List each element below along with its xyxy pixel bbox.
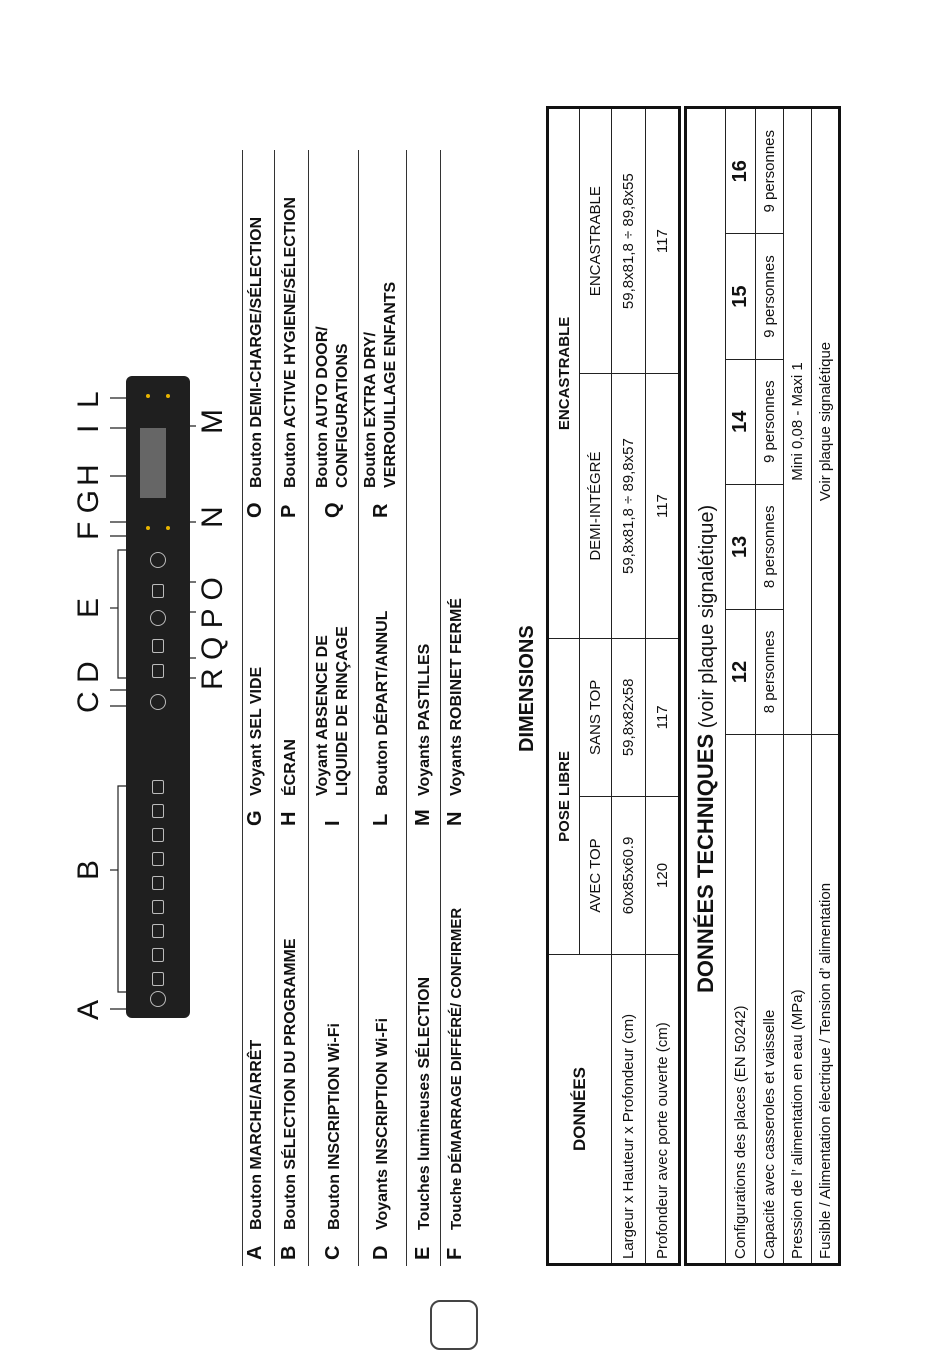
row-label: Capacité avec casseroles et vaisselle (756, 735, 784, 1265)
col-header: SANS TOP (580, 638, 612, 796)
callout-e: E (72, 597, 105, 618)
col-header: ENCASTRABLE (580, 108, 612, 374)
program-icon-6[interactable] (152, 852, 164, 866)
legend-text-line2: VERROUILLAGE ENFANTS (382, 281, 399, 488)
rinse-aid-indicator-icon (146, 394, 150, 398)
legend-key: B (278, 1245, 300, 1260)
row-label: Largeur x Hauteur x Profondeur (cm) (612, 955, 646, 1265)
divider (242, 150, 243, 1266)
col-header: 12 (726, 609, 756, 734)
callout-n: N (196, 506, 229, 528)
legend-key: I (322, 820, 344, 826)
tech-title-sub: (voir plaque signalétique) (696, 504, 718, 734)
legend-text: Bouton EXTRA DRY/ (362, 331, 379, 488)
divider (406, 150, 407, 1266)
cell: 8 personnes (756, 484, 784, 609)
tap-closed-indicator-icon (166, 526, 170, 530)
cell: 59,8x81,8 ÷ 89,8x57 (612, 374, 646, 638)
legend-key: G (244, 810, 266, 826)
legend-text-line2: CONFIGURATIONS (334, 343, 351, 488)
legend-text: Touche DÉMARRAGE DIFFÉRÉ/ CONFIRMER (448, 907, 465, 1230)
salt-indicator-icon (146, 526, 150, 530)
cell: 9 personnes (756, 108, 784, 235)
divider (308, 150, 309, 1266)
col-header: DEMI-INTÉGRÉ (580, 374, 612, 638)
tech-title-cell (686, 108, 726, 1265)
cell: 59,8x81,8 ÷ 89,8x55 (612, 108, 646, 374)
legend-text-line2: LIQUIDE DE RINÇAGE (334, 626, 351, 796)
wifi-icon[interactable] (150, 694, 166, 710)
col-header: 14 (726, 359, 756, 484)
dimensions-title: DIMENSIONS (516, 625, 538, 752)
callout-a: A (72, 999, 105, 1020)
cell: 8 personnes (756, 609, 784, 734)
table-row (812, 108, 840, 1265)
callout-l: L (72, 391, 105, 408)
divider (358, 150, 359, 1266)
program-icon-7[interactable] (152, 828, 164, 842)
legend-text: Bouton DEMI-CHARGE/SÉLECTION (248, 216, 265, 488)
legend-key: P (278, 504, 300, 518)
half-load-icon[interactable] (152, 584, 164, 598)
control-panel (126, 376, 190, 1018)
legend-text: Bouton ACTIVE HYGIENE/SÉLECTION (282, 197, 299, 488)
program-icon-1[interactable] (152, 972, 164, 986)
callout-h: H (72, 464, 105, 486)
program-icon-5[interactable] (152, 876, 164, 890)
legend-text: Voyant ABSENCE DE (314, 635, 331, 796)
cell: 120 (646, 796, 680, 954)
cell: 117 (646, 374, 680, 638)
table-row (646, 108, 680, 1265)
cell: 117 (646, 638, 680, 796)
legend-text: Voyants PASTILLES (416, 643, 433, 796)
divider (440, 150, 441, 1266)
dimensions-table (546, 106, 681, 1266)
legend-text: Voyants ROBINET FERMÉ (448, 598, 465, 796)
encastrable-header: ENCASTRABLE (548, 108, 580, 639)
legend-text: Bouton DÉPART/ANNUL (374, 610, 391, 796)
divider (274, 150, 275, 1266)
legend-key: D (370, 1245, 392, 1260)
cell: Mini 0,08 - Maxi 1 (784, 108, 812, 735)
legend-key: C (322, 1245, 344, 1260)
extra-dry-icon[interactable] (152, 664, 164, 678)
table-row (726, 108, 756, 1265)
legend-text: Bouton MARCHE/ARRÊT (248, 1039, 265, 1230)
cell: 59,8x82x58 (612, 638, 646, 796)
legend-text: Voyant SEL VIDE (248, 666, 265, 796)
row-label: Profondeur avec porte ouverte (cm) (646, 955, 680, 1265)
callout-b: B (72, 859, 105, 880)
legend-key: R (370, 503, 392, 518)
legend-text: Bouton AUTO DOOR/ (314, 326, 331, 488)
display-screen (140, 428, 166, 498)
legend-key: F (444, 1247, 466, 1260)
page-number-box (430, 1300, 478, 1350)
cell: 60x85x60.9 (612, 796, 646, 954)
pose-libre-header: POSE LIBRE (548, 638, 580, 954)
hygiene-icon[interactable] (150, 610, 166, 626)
cell: Voir plaque signalétique (812, 108, 840, 735)
col-header: AVEC TOP (580, 796, 612, 954)
program-icon-9[interactable] (152, 780, 164, 794)
table-row (756, 108, 784, 1265)
power-icon[interactable] (150, 991, 166, 1007)
cell: 9 personnes (756, 359, 784, 484)
col-header: 13 (726, 484, 756, 609)
row-label: Configurations des places (EN 50242) (726, 735, 756, 1265)
legend-key: L (370, 813, 392, 826)
auto-door-icon[interactable] (152, 639, 164, 653)
program-icon-4[interactable] (152, 900, 164, 914)
tech-table (684, 106, 841, 1266)
callout-fg: F G (72, 490, 105, 540)
cell: 117 (646, 108, 680, 374)
legend-key: O (244, 502, 266, 518)
callout-i: I (72, 424, 105, 433)
donnees-header: DONNÉES (548, 955, 612, 1265)
legend-key: A (244, 1245, 266, 1260)
program-icon-2[interactable] (152, 948, 164, 962)
tablet-indicator-icon (166, 394, 170, 398)
legend-text: ÉCRAN (282, 739, 299, 796)
legend-key: E (412, 1246, 434, 1260)
row-label: Pression de l’ alimentation en eau (MPa) (784, 735, 812, 1265)
callout-rqpo: R Q P O (196, 577, 229, 690)
callout-cd: C D (72, 661, 105, 713)
legend-text: Bouton SÉLECTION DU PROGRAMME (282, 938, 299, 1230)
legend-text: Bouton INSCRIPTION Wi-Fi (326, 1023, 343, 1230)
legend-key: M (412, 809, 434, 826)
legend-key: H (278, 811, 300, 826)
callout-m: M (196, 409, 229, 434)
delay-start-icon[interactable] (150, 552, 166, 568)
legend-text: Voyants INSCRIPTION Wi-Fi (374, 1017, 391, 1230)
tech-title: DONNÉES TECHNIQUES (693, 733, 718, 993)
row-label: Fusible / Alimentation électrique / Tension d’ alimentation (812, 735, 840, 1265)
program-icon-3[interactable] (152, 924, 164, 938)
table-row (612, 108, 646, 1265)
legend-text: Touches lumineuses SÉLECTION (416, 976, 433, 1230)
legend-key: Q (322, 502, 344, 518)
col-header: 15 (726, 234, 756, 359)
table-row (784, 108, 812, 1265)
program-icon-8[interactable] (152, 804, 164, 818)
cell: 9 personnes (756, 234, 784, 359)
legend-key: N (444, 811, 466, 826)
col-header: 16 (726, 108, 756, 235)
